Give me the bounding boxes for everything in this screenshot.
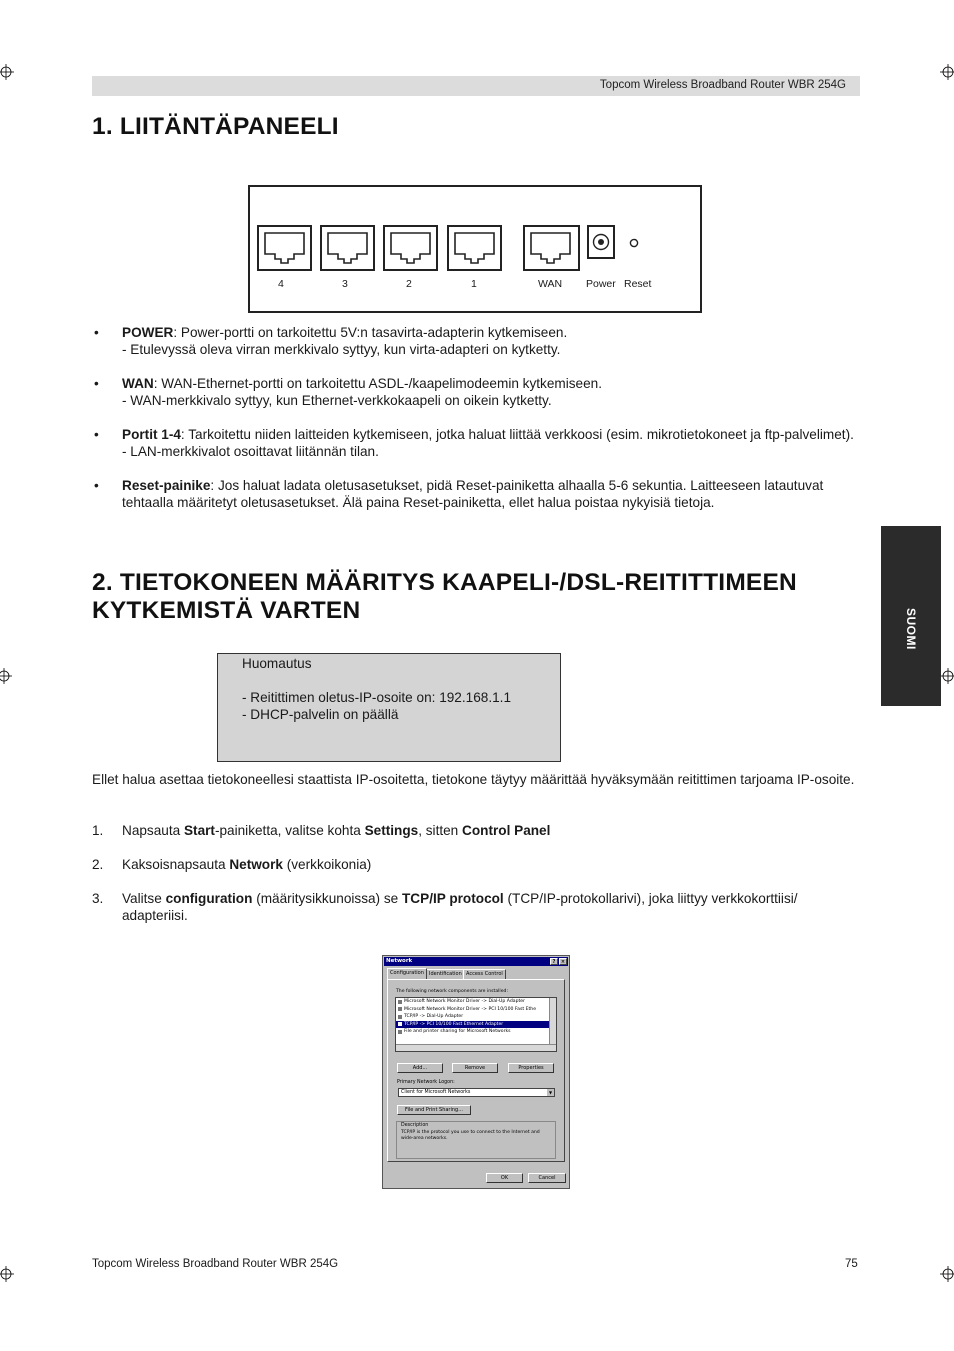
step-item: [92, 890, 860, 924]
properties-button[interactable]: Properties: [508, 1063, 554, 1073]
lan-port-3: [320, 225, 375, 271]
vertical-scrollbar[interactable]: [549, 998, 556, 1044]
page-number: 75: [845, 1258, 858, 1270]
registration-mark-icon: [940, 1266, 954, 1282]
list-item-label: TCP/IP -> Dial-Up Adapter: [404, 1014, 464, 1019]
help-button[interactable]: ?: [550, 958, 558, 965]
registration-mark-icon: [0, 1266, 14, 1282]
step-item: [92, 822, 860, 839]
language-label: SUOMI: [904, 608, 918, 650]
port-label-1: 1: [471, 278, 477, 290]
step-text: -painiketta, valitse kohta: [214, 823, 365, 838]
components-listbox[interactable]: [395, 997, 557, 1052]
section-title-line1: 2. TIETOKONEEN MÄÄRITYS KAAPELI-/DSL-REITITTIMEEN: [92, 569, 797, 596]
ethernet-port-icon: [530, 232, 571, 264]
step-text-bold: Network: [229, 857, 283, 872]
file-print-sharing-button[interactable]: File and Print Sharing...: [397, 1105, 471, 1115]
network-component-icon: [398, 1007, 402, 1011]
port-description-list: [92, 324, 860, 528]
ethernet-port-icon: [264, 232, 305, 264]
step-text-bold: Settings: [364, 823, 419, 838]
ethernet-port-icon: [327, 232, 368, 264]
list-item-label: Microsoft Network Monitor Driver -> Dial-Up Adapter: [404, 999, 526, 1004]
bullet-symbol: •: [94, 478, 99, 493]
ok-button[interactable]: OK: [486, 1173, 523, 1183]
dialog-title: Network: [386, 958, 413, 964]
wan-label: WAN: [538, 278, 563, 290]
list-item-selected[interactable]: [396, 1021, 556, 1029]
registration-mark-icon: [0, 64, 14, 80]
bullet-text: : Tarkoitettu niiden laitteiden kytkemiseen, jotka haluat liittää verkkoosi (esim. mikrotietokoneet ja ftp-palvelimet).: [180, 427, 854, 442]
list-item[interactable]: [396, 1013, 556, 1021]
horizontal-scrollbar[interactable]: [396, 1044, 556, 1051]
step-text-bold: Control Panel: [462, 823, 551, 838]
bullet-subtext: - Etulevyssä oleva virran merkkivalo syttyy, kun virta-adapteri on kytketty.: [122, 342, 561, 357]
bullet-ports: [92, 426, 860, 460]
step-text: Napsauta: [122, 823, 184, 838]
tab-identification[interactable]: Identification: [426, 969, 465, 979]
step-text: (määritysikkunoissa) se: [252, 891, 402, 906]
bullet-term: POWER: [122, 325, 174, 340]
list-caption: The following network components are installed:: [396, 989, 509, 994]
network-dialog: [382, 955, 570, 1189]
add-button[interactable]: Add...: [397, 1063, 443, 1073]
lan-port-2: [383, 225, 438, 271]
step-number: 2.: [92, 857, 104, 872]
step-number: 1.: [92, 823, 104, 838]
registration-mark-icon: [0, 668, 12, 684]
ethernet-port-icon: [390, 232, 431, 264]
cancel-button[interactable]: Cancel: [528, 1173, 566, 1183]
note-line: - Reitittimen oletus-IP-osoite on: 192.168.1.1: [242, 690, 512, 705]
intro-paragraph: Ellet halua asettaa tietokoneellesi staattista IP-osoitetta, tietokone täytyy määrittää hyväksymään reitittimen tarjoama IP-osoite.: [92, 772, 855, 787]
bullet-term: WAN: [122, 376, 154, 391]
language-side-tab: [881, 526, 941, 706]
list-item[interactable]: [396, 1028, 556, 1036]
network-component-icon: [398, 1015, 402, 1019]
network-component-icon: [398, 1030, 402, 1034]
bullet-wan: [92, 375, 860, 409]
reset-button-icon: [629, 238, 639, 248]
close-button[interactable]: ×: [560, 959, 566, 965]
remove-button[interactable]: Remove: [452, 1063, 498, 1073]
router-rear-panel: [248, 185, 702, 313]
bullet-subtext: - LAN-merkkivalot osoittavat liitännän tilan.: [122, 444, 379, 459]
list-item[interactable]: [396, 998, 556, 1006]
port-label-2: 2: [406, 278, 412, 290]
note-line: - DHCP-palvelin on päällä: [242, 707, 399, 722]
bullet-subtext: - WAN-merkkivalo syttyy, kun Ethernet-verkkokaapeli on oikein kytketty.: [122, 393, 552, 408]
list-item-label: File and printer sharing for Microsoft Networks: [404, 1029, 511, 1034]
bullet-text: : WAN-Ethernet-portti on tarkoitettu ASDL-/kaapelimodeemin kytkemiseen.: [153, 376, 602, 391]
tab-access-control[interactable]: Access Control: [463, 969, 506, 979]
bullet-symbol: •: [94, 325, 99, 340]
bullet-text: : Power-portti on tarkoitettu 5V:n tasavirta-adapterin kytkemiseen.: [173, 325, 568, 340]
power-label: Power: [586, 278, 616, 290]
port-label-3: 3: [342, 278, 348, 290]
power-jack-icon: [591, 232, 611, 252]
step-number: 3.: [92, 891, 104, 906]
list-item-label: TCP/IP -> PCI 10/100 Fast Ethernet Adapter: [404, 1021, 504, 1027]
network-component-icon: [398, 1000, 402, 1004]
step-text: (TCP/IP-protokollarivi), joka liittyy verkkokorttiisi/ adapteriisi.: [122, 891, 798, 923]
section-title-computer-setup: [92, 569, 797, 625]
description-text: TCP/IP is the protocol you use to connect to the Internet and wide-area networks.: [401, 1130, 540, 1141]
description-label: Description: [401, 1123, 429, 1128]
bullet-reset: [92, 477, 860, 511]
port-label-4: 4: [278, 278, 284, 290]
ethernet-port-icon: [454, 232, 495, 264]
network-component-icon: [398, 1022, 402, 1026]
chevron-down-icon[interactable]: ▼: [548, 1090, 553, 1095]
bullet-term: Portit 1-4: [122, 427, 181, 442]
bullet-text: : Jos haluat ladata oletusasetukset, pidä Reset-painiketta alhaalla 5-6 sekuntia. Laitteeseen latautuvat tehtaalla määritetyt oletusasetukset. Älä paina Reset-painiketta, ellet halua poistaa nykyisiä tietoja.: [122, 478, 824, 510]
primary-logon-select[interactable]: [398, 1088, 555, 1097]
description-group: [396, 1121, 556, 1159]
header-title: Topcom Wireless Broadband Router WBR 254G: [599, 79, 846, 91]
page-header: [92, 76, 860, 96]
primary-logon-label: Primary Network Logon:: [397, 1080, 455, 1085]
list-item[interactable]: [396, 1006, 556, 1014]
step-text-bold: TCP/IP protocol: [402, 891, 504, 906]
step-text: (verkkoikonia): [282, 857, 372, 872]
lan-port-4: [257, 225, 312, 271]
note-title: Huomautus: [242, 656, 312, 671]
registration-mark-icon: [940, 64, 954, 80]
step-text: , sitten: [418, 823, 463, 838]
step-text: Valitse: [122, 891, 166, 906]
section-title-connection-panel: 1. LIITÄNTÄPANEELI: [92, 113, 339, 140]
bullet-power: [92, 324, 860, 358]
setup-steps: [92, 822, 860, 941]
dialog-titlebar: [384, 957, 568, 966]
lan-port-1: [447, 225, 502, 271]
list-item-label: Microsoft Network Monitor Driver -> PCI 10/100 Fast Ethe: [404, 1006, 537, 1012]
wan-port: [523, 225, 580, 271]
step-text-bold: configuration: [165, 891, 253, 906]
bullet-symbol: •: [94, 427, 99, 442]
step-text-bold: Start: [183, 823, 215, 838]
section-title-line2: KYTKEMISTÄ VARTEN: [92, 597, 361, 624]
bullet-symbol: •: [94, 376, 99, 391]
bullet-term: Reset-painike: [122, 478, 211, 493]
step-item: [92, 856, 860, 873]
tab-configuration[interactable]: Configuration: [387, 968, 427, 979]
registration-mark-icon: [940, 668, 954, 684]
step-text: Kaksoisnapsauta: [122, 857, 230, 872]
footer-title: Topcom Wireless Broadband Router WBR 254G: [92, 1258, 339, 1270]
power-jack: [587, 225, 615, 259]
note-box: [217, 653, 561, 762]
reset-label: Reset: [624, 278, 652, 290]
primary-logon-value: Client for Microsoft Networks: [401, 1090, 471, 1095]
